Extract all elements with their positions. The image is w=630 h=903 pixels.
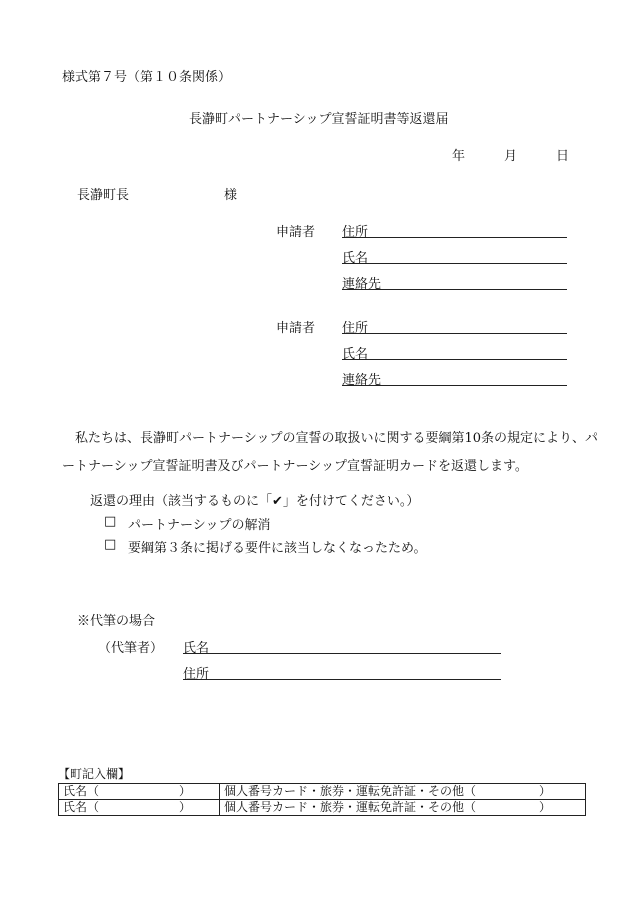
declaration-text: 私たちは、長瀞町パートナーシップの宣誓の取扱いに関する要綱第10条の規定により、パートナーシップ宣誓証明書及びパートナーシップ宣誓証明カードを返還します。 xyxy=(62,431,599,474)
reason-heading: 返還の理由（該当するものに「✔」を付けてください。） xyxy=(90,494,420,509)
date-day-label: 日 xyxy=(556,149,570,164)
office-name-close: ） xyxy=(178,784,191,798)
office-id-text: 個人番号カード・旅券・運転免許証・その他（ xyxy=(224,800,477,814)
applicant-2-name-field[interactable] xyxy=(342,343,567,360)
office-id-close: ） xyxy=(538,784,551,798)
applicant-1-address-label: 住所 xyxy=(342,225,369,240)
form-number: 様式第７号（第１０条関係） xyxy=(62,70,232,85)
table-row xyxy=(59,784,586,800)
applicant-1-name-field[interactable] xyxy=(342,247,567,264)
applicant-2-address-label: 住所 xyxy=(342,321,369,336)
applicant-1-address-field[interactable] xyxy=(342,221,567,238)
office-id-text: 個人番号カード・旅券・運転免許証・その他（ xyxy=(224,784,477,798)
applicant-1-contact-label: 連絡先 xyxy=(342,277,382,292)
office-name-cell[interactable] xyxy=(59,800,220,816)
office-table xyxy=(58,783,586,816)
applicant-1-name-label: 氏名 xyxy=(342,251,369,266)
addressee-honorific: 様 xyxy=(224,188,238,203)
proxy-label: （代筆者） xyxy=(98,641,164,656)
proxy-heading: ※代筆の場合 xyxy=(77,614,156,629)
proxy-name-label: 氏名 xyxy=(183,641,210,656)
proxy-address-label: 住所 xyxy=(183,667,210,682)
page-title: 長瀞町パートナーシップ宣誓証明書等返還届 xyxy=(189,112,449,127)
office-id-cell[interactable] xyxy=(220,800,586,816)
applicant-2-name-label: 氏名 xyxy=(342,347,369,362)
applicant-1-label: 申請者 xyxy=(276,225,316,240)
proxy-name-field[interactable] xyxy=(183,637,501,654)
office-name-close: ） xyxy=(178,800,191,814)
reason-option-1-checkbox[interactable]: □ xyxy=(104,514,117,529)
office-name-cell[interactable] xyxy=(59,784,220,800)
applicant-1-contact-field[interactable] xyxy=(342,273,567,290)
proxy-address-field[interactable] xyxy=(183,663,501,680)
addressee-name: 長瀞町長 xyxy=(77,188,130,203)
office-name-label: 氏名（ xyxy=(63,784,100,798)
applicant-2-address-field[interactable] xyxy=(342,317,567,334)
office-section-heading: 【町記入欄】 xyxy=(58,767,131,781)
applicant-2-label: 申請者 xyxy=(276,321,316,336)
office-id-cell[interactable] xyxy=(220,784,586,800)
office-id-close: ） xyxy=(538,800,551,814)
reason-option-2-label: 要綱第３条に掲げる要件に該当しなくなったため。 xyxy=(128,541,427,556)
applicant-2-contact-label: 連絡先 xyxy=(342,373,382,388)
reason-option-1-label: パートナーシップの解消 xyxy=(128,518,271,533)
date-month-label: 月 xyxy=(504,149,518,164)
reason-option-2-checkbox[interactable]: □ xyxy=(104,537,117,552)
date-year-label: 年 xyxy=(452,149,466,164)
table-row xyxy=(59,800,586,816)
office-name-label: 氏名（ xyxy=(63,800,100,814)
applicant-2-contact-field[interactable] xyxy=(342,369,567,386)
